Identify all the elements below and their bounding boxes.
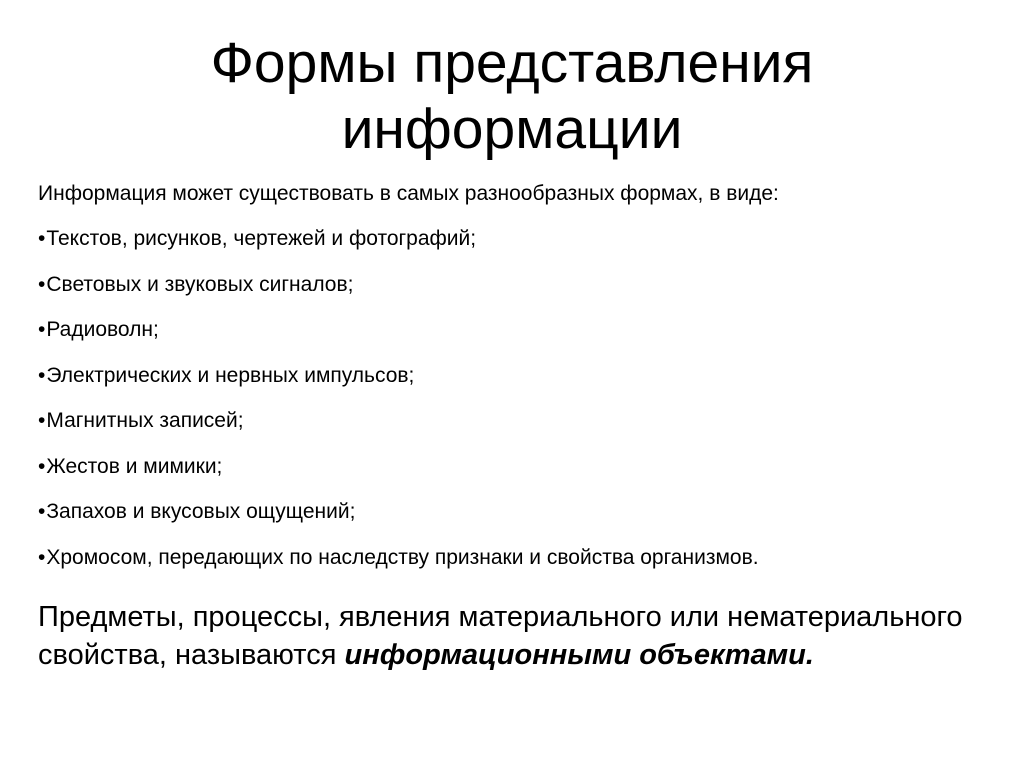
list-item-text: Электрических и нервных импульсов; <box>46 363 415 387</box>
list-item-text: Магнитных записей; <box>46 409 244 432</box>
bullet-icon: • <box>38 500 46 523</box>
summary-emphasis: информационными объектами. <box>344 639 814 671</box>
list-item-text: Радиоволн; <box>46 318 159 341</box>
slide-body <box>38 180 998 589</box>
slide-title <box>0 30 1024 162</box>
list-item <box>38 316 998 344</box>
summary-plain: Предметы, процессы, явления материального или нематериального свойства, называются <box>38 601 963 671</box>
list-item <box>38 498 998 526</box>
list-item-text: Запахов и вкусовых ощущений; <box>46 500 356 523</box>
list-item <box>38 544 998 572</box>
bullet-icon: • <box>38 409 46 432</box>
list-item <box>38 453 998 481</box>
summary-text <box>38 598 998 674</box>
bullet-icon: • <box>38 272 46 296</box>
slide-title-line-1: Формы представления <box>210 31 814 95</box>
bullet-icon: • <box>38 318 46 341</box>
intro-text: Информация может существовать в самых разнообразных формах, в виде: <box>38 182 779 205</box>
list-item <box>38 362 998 390</box>
bullet-icon: • <box>38 454 46 478</box>
list-item <box>38 407 998 435</box>
bullet-icon: • <box>38 227 46 250</box>
slide-title-line-2: информации <box>341 97 683 161</box>
list-item-text: Световых и звуковых сигналов; <box>46 272 354 296</box>
list-item <box>38 271 998 299</box>
bullet-icon: • <box>38 363 46 387</box>
list-item <box>38 225 998 253</box>
list-item-text: Жестов и мимики; <box>46 454 223 478</box>
list-item-text: Хромосом, передающих по наследству признаки и свойства организмов. <box>46 545 759 569</box>
forms-list <box>38 225 998 572</box>
bullet-icon: • <box>38 545 46 569</box>
list-item-text: Текстов, рисунков, чертежей и фотографий; <box>46 227 477 250</box>
